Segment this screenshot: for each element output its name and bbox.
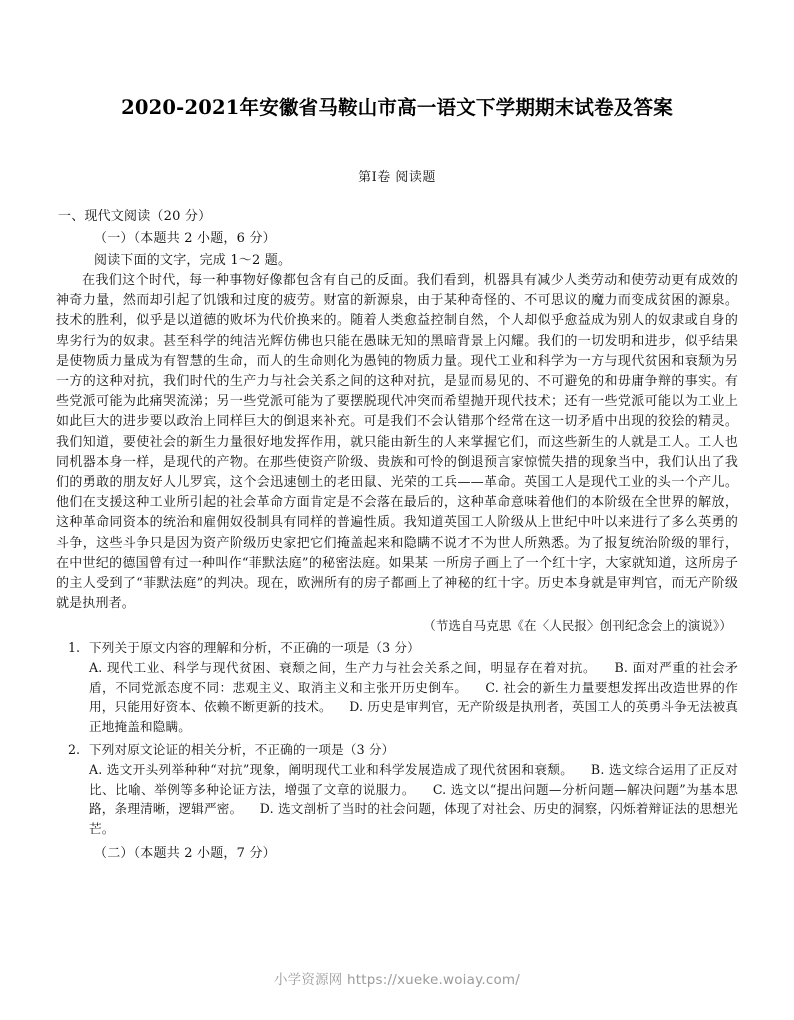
passage-attribution: （节选自马克思《在〈人民报〉创刊纪念会上的演说》） (423, 618, 732, 634)
question-stem: 下列关于原文内容的理解和分析，不正确的一项是（3 分） (89, 640, 420, 656)
option-label-c[interactable]: C. (432, 781, 447, 797)
option-label-a[interactable]: A. (89, 762, 103, 778)
subsection-heading-part-two: （二）（本题共 2 小题，7 分） (94, 846, 276, 862)
subsection-heading-part-one: （一）（本题共 2 小题，6 分） (94, 231, 276, 246)
question-item (56, 736, 738, 838)
option-label-d[interactable]: D. (259, 801, 274, 817)
option-text-b[interactable]: 面对严重的社会矛盾，不同党派态度不同：悲观主义、取消主义和主张开历史倒车。 (89, 660, 739, 695)
option-text-a[interactable]: 现代工业、科学与现代贫困、衰颓之间，生产力与社会关系之间，明显存在着对抗。 (107, 660, 597, 676)
paper-part-subtitle: 第Ⅰ卷 阅读题 (358, 170, 436, 185)
question-body (89, 740, 738, 838)
option-label-d[interactable]: D. (349, 699, 364, 715)
reading-instruction: 阅读下面的文字，完成 1～2 题。 (94, 253, 292, 268)
question-body (89, 638, 738, 736)
option-text-c[interactable]: 选文以“提出问题—分析问题—解决问题”为基本思路，条理清晰，逻辑严密。 (89, 781, 739, 817)
question-stem: 下列对原文论证的相关分析，不正确的一项是（3 分） (89, 742, 395, 758)
option-text-b[interactable]: 选文综合运用了正反对比、比喻、举例等多种论证方法，增强了文章的说服力。 (89, 762, 739, 797)
site-watermark: 小学资源网 https://xueke.woiay.com/ (273, 972, 521, 988)
question-options (89, 760, 738, 838)
option-label-a[interactable]: A. (89, 660, 103, 676)
option-text-d[interactable]: 选文剖析了当时的社会问题，体现了对社会、历史的洞察，闪烁着辩证法的思想光芒。 (89, 801, 739, 836)
page-title: 2020-2021年安徽省马鞍山市高一语文下学期期末试卷及答案 (121, 96, 673, 119)
question-number: 1. (67, 640, 80, 656)
option-label-b[interactable]: B. (614, 660, 629, 676)
option-label-b[interactable]: B. (590, 762, 605, 778)
option-text-a[interactable]: 选文开头列举种种“对抗”现象，阐明现代工业和科学发展造成了现代贫困和衰颓。 (106, 762, 574, 778)
option-text-d[interactable]: 历史是审判官，无产阶级是执刑者，英国工人的英勇斗争无法被真正地掩盖和隐瞒。 (89, 699, 739, 734)
question-number: 2. (67, 742, 80, 758)
question-item (56, 634, 738, 736)
option-text-c[interactable]: 社会的新生力量要想发挥出改造世界的作用，只能用好资本、依赖不断更新的技术。 (89, 679, 739, 715)
reading-passage: 在我们这个时代，每一种事物好像都包含有自己的反面。我们看到，机器具有减少人类劳动和使劳动更有成效的神奇力量，然而却引起了饥饿和过度的疲劳。财富的新源泉，由于某种奇怪的、不可思议的魔力而变成贫困的源泉。技术的胜利，似乎是以道德的败坏为代价换来的。随着人类愈益控制自然，个人却似乎愈益成为别人的奴隶或自身的卑劣行为的奴隶。甚至科学的纯洁光辉仿佛也只能在愚昧无知的黑暗背景上闪耀。我们的一切发明和进步，似乎结果是使物质力量成为有智慧的生命，而人的生命则化为愚钝的物质力量。现代工业和科学为一方与现代贫困和衰颓为另一方的这种对抗，我们时代的生产力与社会关系之间的这种对抗，是显而易见的、不可避免的和毋庸争辩的事实。有些党派可能为此痛哭流涕；另一些党派可能为了要摆脱现代冲突而希望抛开现代技术；还有一些党派可能以为工业上如此巨大的进步要以政治上同样巨大的倒退来补充。可是我们不会认错那个经常在这一切矛盾中出现的狡狯的精灵。我们知道，要使社会的新生力量很好地发挥作用，就只能由新生的人来掌握它们，而这些新生的人就是工人。工人也同机器本身一样，是现代的产物。在那些使资产阶级、贵族和可怜的倒退预言家惊慌失措的现象当中，我们认出了我们的勇敢的朋友好人儿罗宾，这个会迅速刨土的老田鼠、光荣的工兵——革命。英国工人是现代工业的头一个产儿。他们在支援这种工业所引起的社会革命方面肯定是不会落在最后的，这种革命意味着他们的本阶级在全世界的解放，这种革命同资本的统治和雇佣奴役制具有同样的普遍性质。我知道英国工人阶级从上世纪中叶以来进行了多么英勇的斗争，这些斗争只是因为资产阶级历史家把它们掩盖起来和隐瞒不说才不为世人所熟悉。为了报复统治阶级的罪行，在中世纪的德国曾有过一种叫作“菲默法庭”的秘密法庭。如果某 一所房子画上了一个红十字，大家就知道，这所房子的主人受到了“菲默法庭”的判决。现在，欧洲所有的房子都画上了神秘的红十字。历史本身就是审判官，而无产阶级就是执刑者。 (56, 273, 738, 612)
question-options (89, 658, 738, 736)
section-heading-modern-reading: 一、现代文阅读（20 分） (58, 209, 212, 224)
option-label-c[interactable]: C. (485, 679, 499, 695)
